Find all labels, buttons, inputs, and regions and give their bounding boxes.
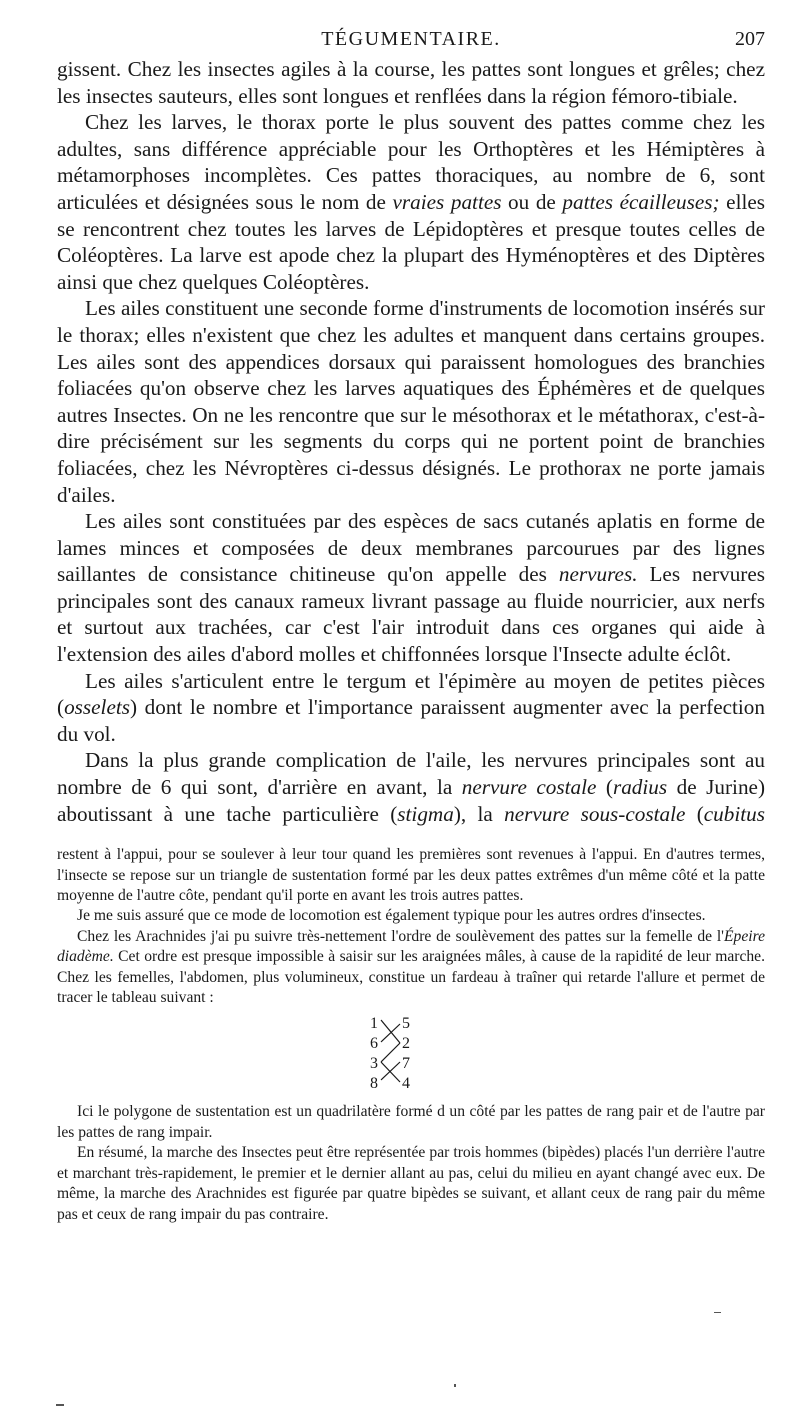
connector-lines [381,1020,400,1082]
print-speck [454,1384,456,1387]
leg-number: 4 [402,1075,410,1093]
leg-number: 6 [370,1035,378,1053]
print-speck [714,1312,721,1313]
paragraph-larvae: Chez les larves, le thorax porte le plus souvent des pattes comme chez les adultes, sans différence appréciable pour les Orthoptères et les Hémiptères à métamorphoses incomplètes. Ces pattes thoraciques, au nombre de 6, sont articulées et désignées sous le nom de vraies pattes ou de pattes écailleuses; elles se rencontrent chez toutes les larves de Lépidoptères et presque toutes celles de Coléoptères. La larve est apode chez la plupart des Hyménoptères et des Diptères ainsi que chez quelques Coléoptères. [57,110,766,294]
leg-number: 3 [370,1055,378,1073]
connector-line [381,1043,400,1062]
leg-number: 8 [370,1075,378,1093]
footnote-paragraph: restent à l'appui, pour se soulever à leur tour quand les premières sont revenues à l'appui. En d'autres termes, l'insecte se repose sur un triangle de sustentation formé par les deux pattes extrêmes d'un même côté et la patte moyenne de l'autre côte, pendant qu'il porte en avant les trois autres pattes. [57,846,765,905]
page-number: 207 [735,28,765,50]
paragraph-legs: gissent. Chez les insectes agiles à la course, les pattes sont longues et grêles; chez les insectes sauteurs, elles sont longues et renflées dans la région fémoro-tibiale. [57,57,765,108]
footnote-paragraph: Chez les Arachnides j'ai pu suivre très-nettement l'ordre de soulèvement des pattes sur la femelle de l'Épeire diadème. Cet ordre est presque impossible à saisir sur les araignées mâles, à cause de la rapidité de leur marche. Chez les femelles, l'abdomen, plus volumineux, constitue un fardeau à traîner qui retarde l'allure et permet de tracer le tableau suivant : [57,927,765,1007]
print-speck [56,1404,64,1406]
leg-number: 5 [402,1015,410,1033]
footnote-paragraph: Je me suis assuré que ce mode de locomotion est également typique pour les autres ordres d'insectes. [77,907,706,925]
paragraph-wing-structure: Les ailes sont constituées par des espèces de sacs cutanés aplatis en forme de lames minces et composées de deux membranes parcourues par des lignes saillantes de consistance chitineuse qu'on appelle des nervures. Les nervures principales sont des canaux rameux livrant passage au fluide nourricier, aux nerfs et surtout aux trachées, car c'est l'air introduit dans ces organes qui aide à l'extension des ailes d'abord molles et chiffonnées lorsque l'Insecte adulte éclôt. [57,509,765,667]
running-head [57,28,765,56]
paragraph-wings: Les ailes constituent une seconde forme d'instruments de locomotion insérés sur le thorax; elles n'existent que chez les adultes et manquent dans certains groupes. Les ailes sont des appendices dorsaux qui paraissent homologues des branchies foliacées qu'on observe chez les larves aquatiques des Éphémères et de quelques autres Insectes. On ne les rencontre que sur le mésothorax et le métathorax, c'est-à-dire précisément sur les segments du corps qui ne portent point de branchies foliacées, chez les Névroptères ci-dessus désignés. Le prothorax ne porte jamais d'ailes. [57,296,765,507]
leg-number: 1 [370,1015,378,1033]
footnote-paragraph: En résumé, la marche des Insectes peut être représentée par trois hommes (bipèdes) placés l'un derrière l'autre et marchant très-rapidement, le premier et le dernier allant au pas, celui du milieu en ayant changé avec eux. De même, la marche des Arachnides est figurée par quatre bipèdes se suivant, et allant ceux de rang pair du même pas et ceux de rang impair du pas contraire. [57,1144,765,1223]
leg-number: 2 [402,1035,410,1053]
footnote [57,845,765,1225]
footnote-paragraph: Ici le polygone de sustentation est un quadrilatère formé d un côté par les pattes de rang pair et de l'autre par les pattes de rang impair. [57,1103,765,1141]
paragraph-nervures: Dans la plus grande complication de l'aile, les nervures principales sont au nombre de 6 qui sont, d'arrière en avant, la nervure costale (radius de Jurine) aboutissant à une tache particulière (stigma), la nervure sous-costale (cubitus [57,748,765,826]
page [57,28,765,1225]
leg-order-diagram [57,1014,765,1096]
running-title: TÉGUMENTAIRE. [321,28,501,50]
paragraph-articulation: Les ailes s'articulent entre le tergum et l'épimère au moyen de petites pièces (osselets) dont le nombre et l'importance paraissent augmenter avec la perfection du vol. [57,668,765,746]
leg-number: 7 [402,1055,410,1073]
main-text [57,56,765,827]
leg-order-figure [360,1014,440,1096]
